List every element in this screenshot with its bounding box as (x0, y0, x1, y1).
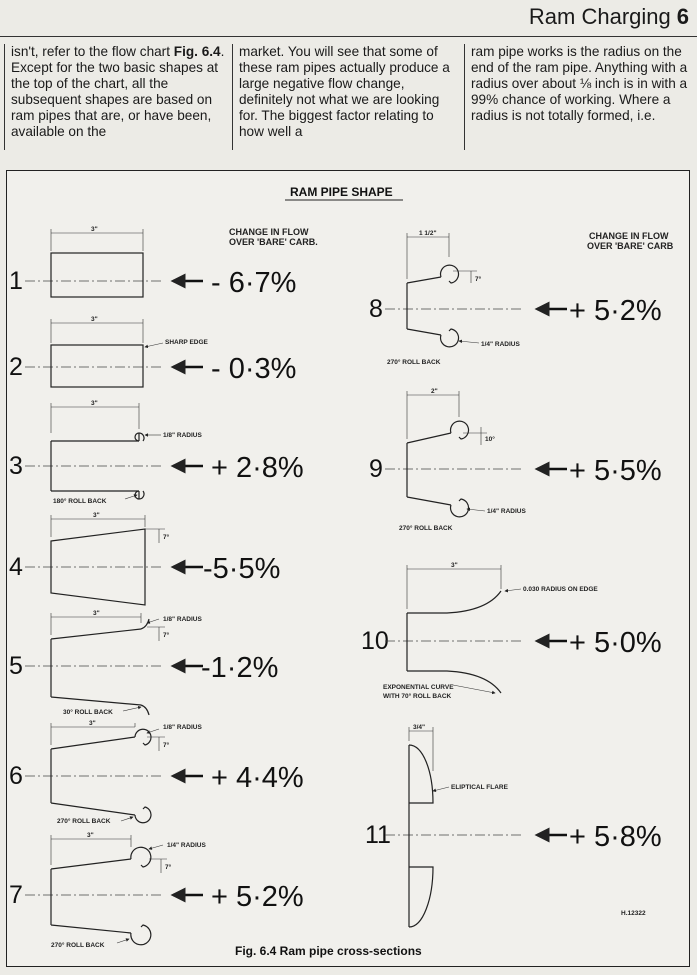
paragraph-3: ram pipe works is the radius on the end of the ram pipe. Anything with a radius over about ⅛ inch is in with a 99% chance of working. Where a radius is not totally formed, i.e. (471, 44, 688, 123)
pipe-6-number: 6 (9, 762, 23, 790)
pipe-9-note2: 270° ROLL BACK (399, 525, 453, 532)
pipe-5-number: 5 (9, 652, 23, 680)
pipe-9-flow-change: + 5·5% (569, 455, 662, 487)
pipe-5-note2: 30° ROLL BACK (63, 709, 113, 716)
pipe-11-flow-change: + 5·8% (569, 821, 662, 853)
svg-text:7°: 7° (165, 864, 172, 871)
pipe-8-number: 8 (369, 295, 383, 323)
flow-header-left-2: OVER 'BARE' CARB. (229, 237, 318, 247)
svg-text:7°: 7° (475, 276, 482, 283)
pipe-10-number: 10 (361, 627, 389, 655)
pipe-8-note2: 270° ROLL BACK (387, 359, 441, 366)
figure-code: H.12322 (621, 910, 646, 917)
svg-text:3": 3" (91, 400, 98, 407)
svg-text:1 1/2": 1 1/2" (419, 230, 437, 237)
flow-header-right-1: CHANGE IN FLOW (589, 231, 669, 241)
pipe-1-number: 1 (9, 267, 23, 295)
pipe-11-note: ELIPTICAL FLARE (451, 784, 508, 791)
svg-text:7°: 7° (163, 742, 170, 749)
paragraph-2: market. You will see that some of these ram pipes actually produce a large negative flow change, definitely not what we are looking for. The biggest factor relating to how well a (239, 44, 450, 139)
pipe-10-note: 0.030 RADIUS ON EDGE (523, 586, 598, 593)
pipe-7-note2: 270° ROLL BACK (51, 942, 105, 949)
pipe-3-number: 3 (9, 452, 23, 480)
paragraph-1: isn't, refer to the flow chart Fig. 6.4. Except for the two basic shapes at the top of the chart, all the subsequent shapes are based on ram pipes that are, or have been, available on the (11, 44, 225, 139)
svg-text:3": 3" (89, 720, 96, 727)
pipe-11-number: 11 (365, 821, 391, 849)
pipe-10-note2b: WITH 70° ROLL BACK (383, 693, 452, 700)
pipe-4-flow-change: -5·5% (203, 553, 281, 585)
pipe-9-note: 1/4" RADIUS (487, 508, 526, 515)
svg-text:2": 2" (431, 388, 438, 395)
pipe-10-note2a: EXPONENTIAL CURVE (383, 684, 454, 691)
pipe-6 (9, 720, 304, 825)
figure-ram-pipe-shapes (6, 170, 690, 967)
figure-drawing (7, 171, 689, 966)
figure-reference: Fig. 6.4 (173, 44, 221, 59)
pipe-4 (9, 512, 280, 605)
svg-text:3": 3" (451, 562, 458, 569)
chapter-number: 6 (676, 4, 689, 29)
svg-text:10°: 10° (485, 436, 495, 443)
pipe-10-flow-change: + 5·0% (569, 627, 662, 659)
pipe-10 (361, 562, 662, 700)
flow-header-right-2: OVER 'BARE' CARB (587, 241, 674, 251)
text-column-1 (4, 44, 229, 150)
pipe-3-flow-change: + 2·8% (211, 452, 304, 484)
pipe-6-note: 1/8" RADIUS (163, 724, 202, 731)
pipe-6-flow-change: + 4·4% (211, 762, 304, 794)
pipe-2-flow-change: - 0·3% (211, 353, 297, 385)
text-column-3 (464, 44, 697, 150)
pipe-3-note: 1/8" RADIUS (163, 432, 202, 439)
chapter-title: Ram Charging (528, 4, 671, 29)
svg-text:3": 3" (91, 316, 98, 323)
pipe-8-flow-change: + 5·2% (569, 295, 662, 327)
figure-caption: Fig. 6.4 Ram pipe cross-sections (235, 944, 422, 958)
svg-text:3": 3" (93, 512, 100, 519)
page-header (529, 4, 689, 30)
pipe-2-number: 2 (9, 353, 23, 381)
pipe-7-number: 7 (9, 881, 23, 909)
pipe-7 (9, 832, 304, 949)
pipe-5 (9, 610, 278, 716)
pipe-3-note2: 180° ROLL BACK (53, 498, 107, 505)
svg-text:7°: 7° (163, 534, 170, 541)
figure-title: RAM PIPE SHAPE (290, 185, 393, 199)
svg-text:3": 3" (91, 226, 98, 233)
pipe-9 (369, 388, 662, 532)
pipe-9-number: 9 (369, 455, 383, 483)
flow-header-left-1: CHANGE IN FLOW (229, 227, 309, 237)
pipe-4-number: 4 (9, 553, 23, 581)
svg-text:7°: 7° (163, 632, 170, 639)
pipe-2-note: SHARP EDGE (165, 339, 208, 346)
pipe-7-flow-change: + 5·2% (211, 881, 304, 913)
svg-text:3": 3" (93, 610, 100, 617)
pipe-5-flow-change: -1·2% (201, 652, 279, 684)
text-column-2 (232, 44, 461, 150)
body-text (0, 44, 697, 154)
pipe-5-note: 1/8" RADIUS (163, 616, 202, 623)
pipe-7-note: 1/4" RADIUS (167, 842, 206, 849)
pipe-3 (9, 400, 304, 505)
header-rule (0, 36, 697, 37)
pipe-6-note2: 270° ROLL BACK (57, 818, 111, 825)
pipe-11 (365, 724, 662, 927)
pipe-1-flow-change: - 6·7% (211, 267, 297, 299)
svg-text:3": 3" (87, 832, 94, 839)
pipe-2 (9, 316, 296, 387)
pipe-8-note: 1/4" RADIUS (481, 341, 520, 348)
svg-text:3/4": 3/4" (413, 724, 426, 731)
